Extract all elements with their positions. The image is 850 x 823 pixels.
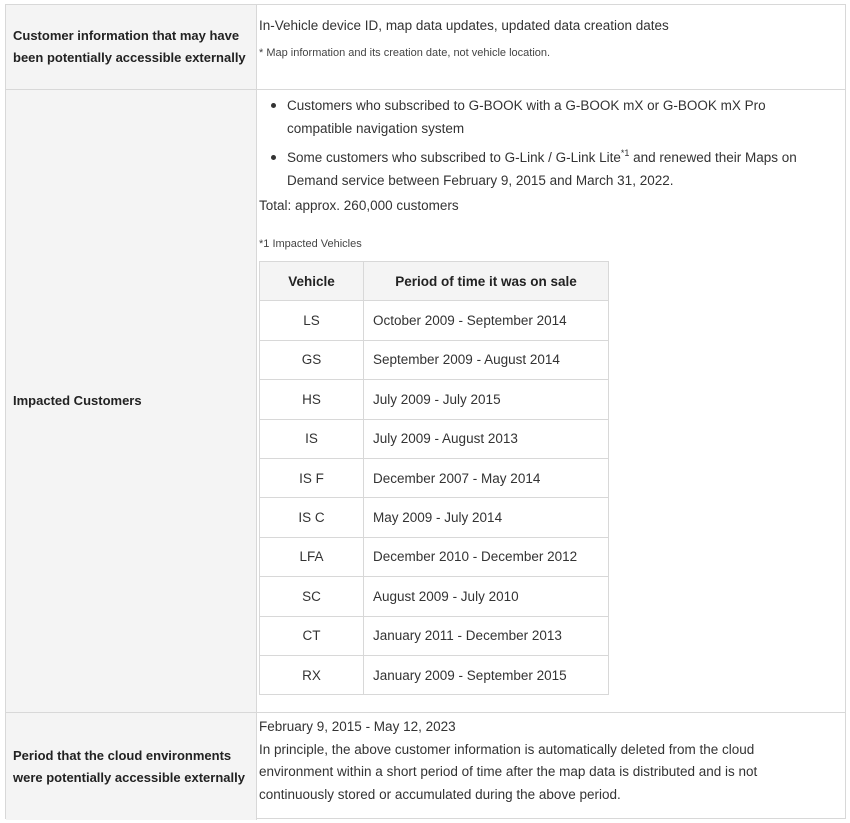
vehicle-cell: RX	[260, 655, 364, 694]
column-header-period: Period of time it was on sale	[364, 262, 609, 301]
period-cell: August 2009 - July 2010	[364, 577, 609, 616]
row-header: Impacted Customers	[6, 90, 257, 712]
customer-info-text: In-Vehicle device ID, map data updates, updated data creation dates	[259, 18, 669, 33]
table-row	[260, 301, 609, 340]
total-customers: Total: approx. 260,000 customers	[259, 198, 459, 213]
impacted-customers-list	[267, 94, 827, 198]
table-row	[260, 380, 609, 419]
period-cell: December 2007 - May 2014	[364, 458, 609, 497]
period-cell: July 2009 - July 2015	[364, 380, 609, 419]
period-cell: December 2010 - December 2012	[364, 537, 609, 576]
column-header-vehicle: Vehicle	[260, 262, 364, 301]
table-row	[260, 537, 609, 576]
table-row	[260, 577, 609, 616]
period-cell: September 2009 - August 2014	[364, 340, 609, 379]
table-row	[260, 616, 609, 655]
list-item: Some customers who subscribed to G-Link / G-Link Lite$^{*1}$ and renewed their Maps on Demand service between February 9, 2015 and March 31, 2022.	[267, 146, 827, 192]
period-cell: October 2009 - September 2014	[364, 301, 609, 340]
table-row	[260, 340, 609, 379]
vehicle-cell: IS C	[260, 498, 364, 537]
customer-info-note: * Map information and its creation date, not vehicle location.	[259, 47, 551, 59]
table-row	[260, 498, 609, 537]
vehicle-cell: IS F	[260, 458, 364, 497]
row-header: Customer information that may have been potentially accessible externally	[6, 5, 257, 89]
period-description: In principle, the above customer information is automatically deleted from the cloud environment within a short period of time after the map data is distributed and is not continuously stored or accumulated during the above period.	[259, 741, 758, 802]
vehicle-cell: LS	[260, 301, 364, 340]
vehicle-cell: CT	[260, 616, 364, 655]
table-note: *1 Impacted Vehicles	[259, 238, 362, 250]
vehicle-cell: LFA	[260, 537, 364, 576]
period-content	[259, 716, 819, 806]
period-cell: May 2009 - July 2014	[364, 498, 609, 537]
vehicle-cell: HS	[260, 380, 364, 419]
table-row	[260, 419, 609, 458]
period-cell: January 2011 - December 2013	[364, 616, 609, 655]
vehicle-cell: GS	[260, 340, 364, 379]
footnote-ref: *1	[620, 148, 630, 158]
period-cell: July 2009 - August 2013	[364, 419, 609, 458]
vehicle-cell: IS	[260, 419, 364, 458]
table-row	[260, 458, 609, 497]
list-item: Customers who subscribed to G-BOOK with a G-BOOK mX or G-BOOK mX Pro compatible navigation system	[267, 94, 827, 140]
impacted-vehicles-table	[259, 261, 609, 695]
row-header: Period that the cloud environments were potentially accessible externally	[6, 713, 257, 820]
table-row	[260, 655, 609, 694]
period-dates: February 9, 2015 - May 12, 2023	[259, 719, 456, 734]
vehicle-cell: SC	[260, 577, 364, 616]
period-cell: January 2009 - September 2015	[364, 655, 609, 694]
table-header-row	[260, 262, 609, 301]
